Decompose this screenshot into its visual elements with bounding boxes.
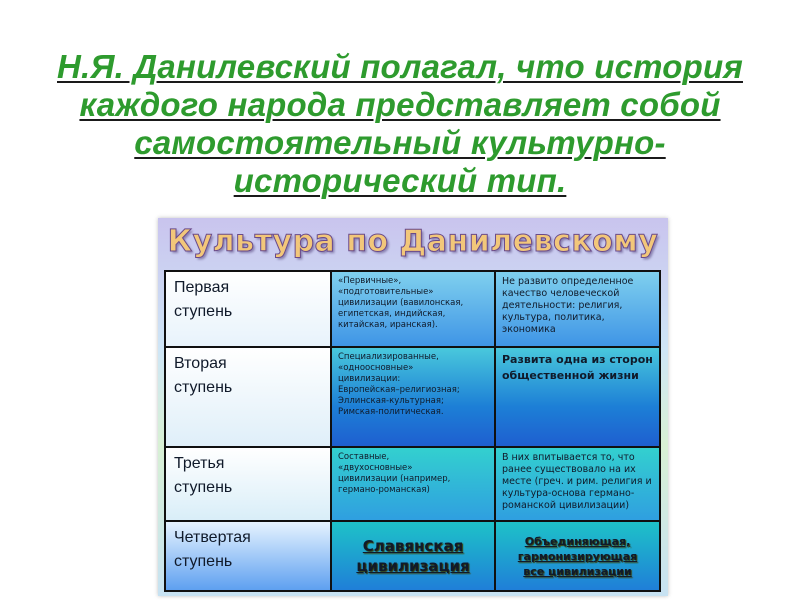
cell-line: гармонизирующая: [517, 549, 638, 563]
table-row: [165, 447, 660, 521]
cell-line: Специализированные,: [338, 352, 439, 362]
cell-line: В них впитывается то, что: [502, 452, 635, 463]
stage-cell: [165, 271, 331, 347]
cell-line: общественной жизни: [502, 369, 639, 382]
stage-label: Третья: [174, 455, 225, 472]
stage-label: ступень: [174, 303, 233, 320]
unifying-cell: [495, 521, 660, 591]
slide-heading: [20, 48, 780, 200]
cell-line: Развита одна из сторон: [502, 353, 653, 366]
stage-label: ступень: [174, 479, 233, 496]
heading-line: каждого народа представляет собой: [79, 86, 721, 123]
table-row: [165, 271, 660, 347]
table-row: [165, 521, 660, 591]
cell-line: Эллинская-культурная;: [338, 396, 444, 406]
type-cell: [331, 447, 495, 521]
stage-cell: [165, 447, 331, 521]
stage-label: Четвертая: [174, 529, 251, 546]
cell-line: романской цивилизации): [502, 500, 630, 511]
cell-line: месте (греч. и рим. религия и: [502, 476, 652, 487]
stages-table: [164, 270, 661, 592]
cell-line: цивилизации (вавилонская,: [338, 298, 464, 308]
cell-line: деятельности: религия,: [502, 300, 623, 311]
table-row: [165, 347, 660, 447]
cell-line: Римская-политическая.: [338, 407, 444, 417]
cell-line: Составные,: [338, 452, 390, 462]
slavic-civilization-cell: [331, 521, 495, 591]
type-cell: [331, 271, 495, 347]
description-cell: [495, 271, 660, 347]
cell-line: экономика: [502, 324, 556, 335]
cell-line: Европейская–религиозная;: [338, 385, 460, 395]
heading-line: исторический тип.: [233, 162, 567, 199]
cell-line: качество человеческой: [502, 288, 620, 299]
cell-line: Славянская: [362, 537, 464, 555]
cell-line: цивилизация: [356, 557, 470, 575]
cell-line: «подготовительные»: [338, 287, 434, 297]
cell-line: все цивилизации: [523, 564, 632, 578]
heading-line: Н.Я. Данилевский полагал, что история: [57, 48, 743, 85]
cell-line: Объединяющая,: [524, 534, 631, 548]
cell-line: цивилизации:: [338, 374, 401, 384]
cell-line: ранее существовало на их: [502, 464, 636, 475]
stage-label: Вторая: [174, 355, 227, 372]
stage-label: ступень: [174, 379, 233, 396]
cell-line: культура, политика,: [502, 312, 605, 323]
cell-line: «одноосновные»: [338, 363, 414, 373]
stage-cell: [165, 347, 331, 447]
cell-line: египетская, индийская,: [338, 309, 446, 319]
stage-label: Первая: [174, 279, 230, 296]
description-cell: [495, 447, 660, 521]
cell-line: германо-романская): [338, 485, 430, 495]
description-cell: [495, 347, 660, 447]
cell-line: «Первичные»,: [338, 276, 402, 286]
cell-line: Не развито определенное: [502, 276, 634, 287]
cell-line: «двухосновные»: [338, 463, 413, 473]
cell-line: китайская, иранская).: [338, 320, 438, 330]
stage-cell: [165, 521, 331, 591]
panel-title: Культура по Данилевскому: [167, 224, 659, 259]
heading-line: самостоятельный культурно-: [134, 124, 666, 161]
stage-label: ступень: [174, 553, 233, 570]
cell-line: культура-основа германо-: [502, 488, 635, 499]
culture-panel: [158, 218, 668, 596]
cell-line: цивилизации (например,: [338, 474, 451, 484]
type-cell: [331, 347, 495, 447]
